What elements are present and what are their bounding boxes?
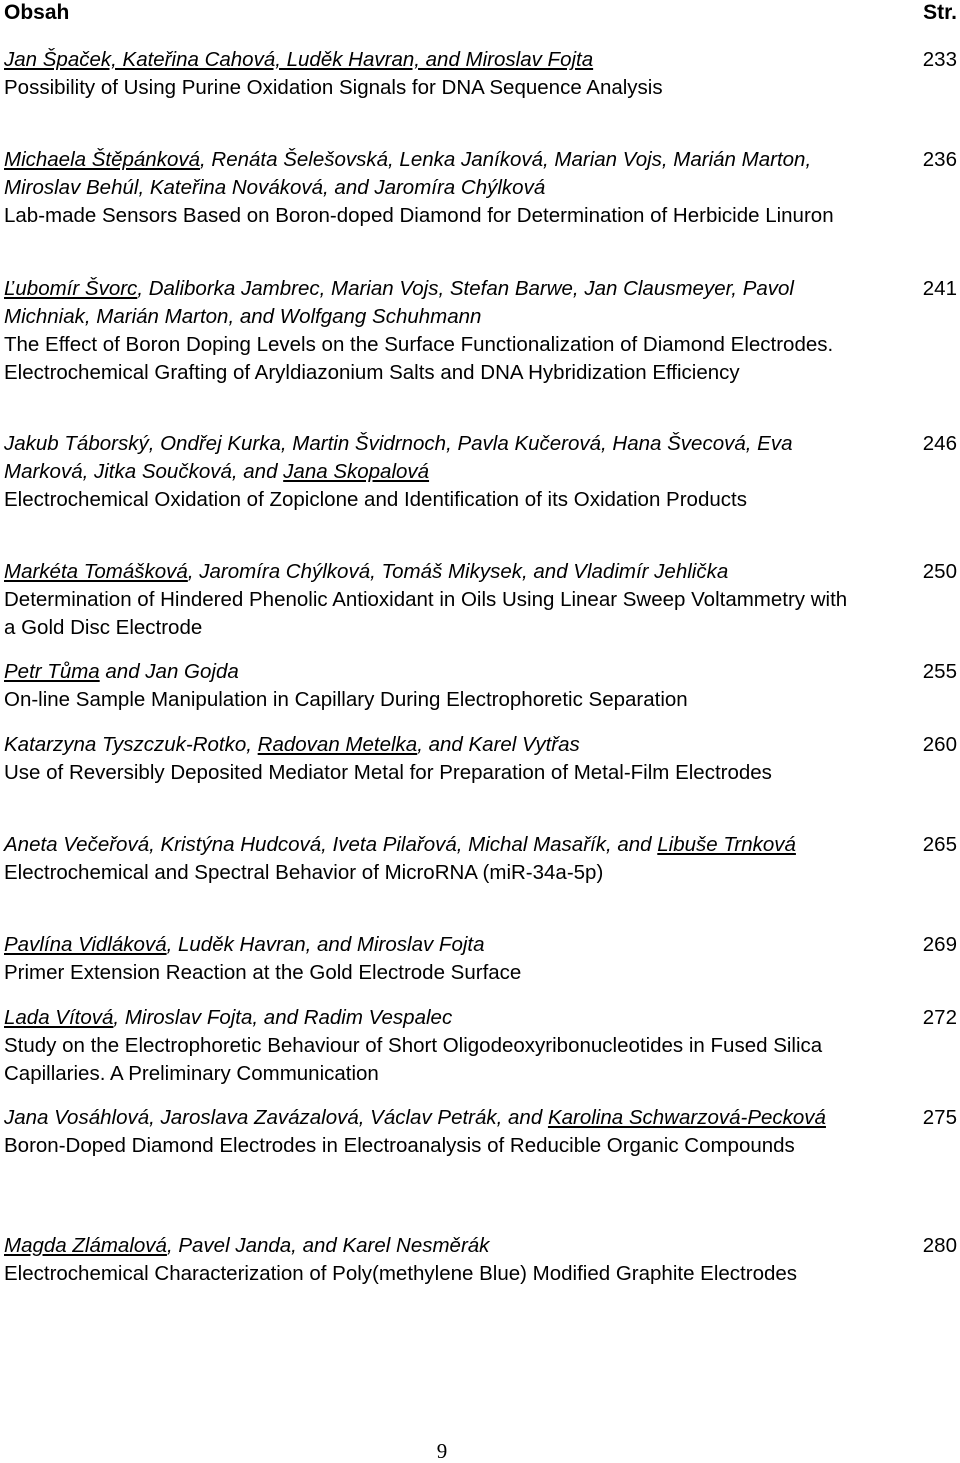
entry-page-number: 236 bbox=[922, 148, 957, 171]
co-authors: , Renáta Šelešovská, Lenka Janíková, Marian Vojs, Marián Marton, Miroslav Behúl, Kateřina Nováková, and Jaromíra Chýlková bbox=[4, 148, 812, 199]
toc-title: Obsah bbox=[4, 1, 70, 24]
author-link: Jan Špaček, Kateřina Cahová, Luděk Havran, and Miroslav Fojta bbox=[4, 48, 594, 71]
page-footer-number: 9 bbox=[436, 1439, 448, 1463]
entry-authors bbox=[4, 275, 864, 331]
corresponding-author: Lada Vítová bbox=[4, 1006, 114, 1029]
page-column-label: Str. bbox=[923, 1, 957, 24]
entry-title: Lab-made Sensors Based on Boron-doped Diamond for Determination of Herbicide Linuron bbox=[4, 204, 834, 227]
entry-authors bbox=[4, 931, 864, 959]
toc-entry bbox=[4, 831, 957, 887]
corresponding-author: Petr Tůma bbox=[4, 660, 100, 683]
toc-entry bbox=[4, 931, 957, 987]
entry-title: Study on the Electrophoretic Behaviour of Short Oligodeoxyribonucleotides in Fused Silica Capillaries. A Preliminary Communication bbox=[4, 1034, 823, 1085]
corresponding-author: Ľubomír Švorc bbox=[4, 277, 138, 300]
toc-entry bbox=[4, 658, 957, 714]
entry-page-number: 250 bbox=[922, 560, 957, 583]
entry-page-number: 265 bbox=[922, 833, 957, 856]
entry-authors bbox=[4, 731, 864, 759]
entry-authors bbox=[4, 558, 864, 586]
co-authors: , Daliborka Jambrec, Marian Vojs, Stefan Barwe, Jan Clausmeyer, Pavol Michniak, Marián Marton, and Wolfgang Schuhmann bbox=[4, 277, 794, 328]
co-authors: , Miroslav Fojta, and Radim Vespalec bbox=[113, 1006, 453, 1029]
co-authors: Jakub Táborský, Ondřej Kurka, Martin Švidrnoch, Pavla Kučerová, Hana Švecová, Eva Marková, Jitka Součková, and bbox=[4, 432, 793, 483]
entry-title: Determination of Hindered Phenolic Antioxidant in Oils Using Linear Sweep Voltammetry with a Gold Disc Electrode bbox=[4, 588, 848, 639]
entry-title: On-line Sample Manipulation in Capillary During Electrophoretic Separation bbox=[4, 688, 688, 711]
entry-title: Possibility of Using Purine Oxidation Signals for DNA Sequence Analysis bbox=[4, 76, 663, 99]
entry-title: Electrochemical and Spectral Behavior of MicroRNA (miR-34a-5p) bbox=[4, 861, 604, 884]
entry-title: The Effect of Boron Doping Levels on the Surface Functionalization of Diamond Electrodes. Electrochemical Grafting of Aryldiazonium Salts and DNA Hybridization Efficiency bbox=[4, 333, 834, 384]
co-authors: , Luděk Havran, and Miroslav Fojta bbox=[166, 933, 485, 956]
entry-page-number: 275 bbox=[922, 1106, 957, 1129]
entry-title: Electrochemical Oxidation of Zopiclone and Identification of its Oxidation Products bbox=[4, 488, 747, 511]
corresponding-author: Libuše Trnková bbox=[657, 833, 796, 856]
entry-authors bbox=[4, 831, 864, 859]
toc-entry bbox=[4, 731, 957, 787]
corresponding-author: Magda Zlámalová bbox=[4, 1234, 167, 1257]
entry-authors bbox=[4, 146, 864, 202]
entry-page-number: 280 bbox=[922, 1234, 957, 1257]
entry-authors bbox=[4, 430, 864, 486]
toc-entry bbox=[4, 1104, 957, 1160]
toc-entry bbox=[4, 1232, 957, 1288]
entry-authors bbox=[4, 1004, 864, 1032]
toc-entry bbox=[4, 146, 957, 230]
corresponding-author: Michaela Štěpánková bbox=[4, 148, 201, 171]
entry-title: Boron-Doped Diamond Electrodes in Electroanalysis of Reducible Organic Compounds bbox=[4, 1134, 795, 1157]
entry-page-number: 260 bbox=[922, 733, 957, 756]
corresponding-author: Jana Skopalová bbox=[283, 460, 430, 483]
corresponding-author: Radovan Metelka bbox=[257, 733, 418, 756]
entry-page-number: 233 bbox=[922, 48, 957, 71]
toc-header bbox=[4, 0, 957, 26]
entry-authors bbox=[4, 46, 864, 74]
co-authors: , and Karel Vytřas bbox=[417, 733, 580, 756]
entry-page-number: 255 bbox=[922, 660, 957, 683]
entry-authors bbox=[4, 658, 864, 686]
corresponding-author: Markéta Tomášková bbox=[4, 560, 188, 583]
co-authors: Aneta Večeřová, Kristýna Hudcová, Iveta Pilařová, Michal Masařík, and bbox=[4, 833, 658, 856]
co-authors: Jana Vosáhlová, Jaroslava Zavázalová, Václav Petrák, and bbox=[4, 1106, 548, 1129]
entry-title: Primer Extension Reaction at the Gold Electrode Surface bbox=[4, 961, 522, 984]
entry-authors bbox=[4, 1232, 864, 1260]
entry-page-number: 269 bbox=[922, 933, 957, 956]
toc-entry bbox=[4, 1004, 957, 1088]
corresponding-author: Karolina Schwarzová-Pecková bbox=[547, 1106, 826, 1129]
entry-title: Electrochemical Characterization of Poly(methylene Blue) Modified Graphite Electrodes bbox=[4, 1262, 798, 1285]
co-authors: , Jaromíra Chýlková, Tomáš Mikysek, and Vladimír Jehlička bbox=[187, 560, 729, 583]
entry-page-number: 246 bbox=[922, 432, 957, 455]
co-authors: Katarzyna Tyszczuk-Rotko, bbox=[4, 733, 258, 756]
entry-page-number: 241 bbox=[922, 277, 957, 300]
co-authors: , Pavel Janda, and Karel Nesměrák bbox=[166, 1234, 490, 1257]
entry-authors bbox=[4, 1104, 864, 1132]
toc-entry bbox=[4, 430, 957, 514]
corresponding-author: Pavlína Vidláková bbox=[4, 933, 167, 956]
entry-page-number: 272 bbox=[922, 1006, 957, 1029]
toc-entry bbox=[4, 46, 957, 102]
co-authors: and Jan Gojda bbox=[99, 660, 239, 683]
toc-entry bbox=[4, 275, 957, 387]
entry-title: Use of Reversibly Deposited Mediator Metal for Preparation of Metal-Film Electrodes bbox=[4, 761, 772, 784]
toc-entry bbox=[4, 558, 957, 642]
